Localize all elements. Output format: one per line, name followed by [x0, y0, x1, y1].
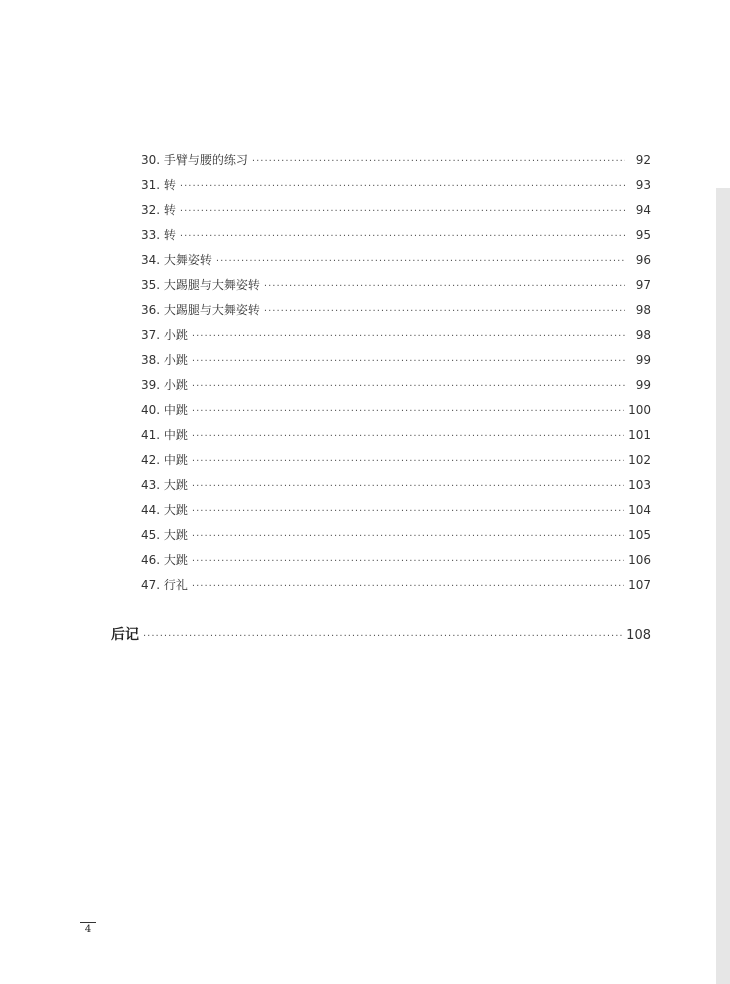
dot-leader: [192, 549, 624, 574]
afterword-page: 108: [626, 628, 651, 643]
toc-entry-title: 30. 手臂与腰的练习: [141, 153, 248, 167]
toc-entry-page: 106: [628, 553, 651, 567]
toc-entry-page: 92: [635, 153, 651, 167]
dot-leader: [192, 424, 624, 449]
toc-entry[interactable]: [141, 198, 651, 223]
toc-afterword: [111, 623, 651, 648]
dot-leader: [192, 474, 624, 499]
toc-entry-title: 34. 大舞姿转: [141, 253, 212, 267]
toc-entry-title: 41. 中跳: [141, 428, 188, 442]
toc-entry[interactable]: [141, 298, 651, 323]
page-edge-shade: [716, 188, 730, 984]
toc-entry[interactable]: [141, 148, 651, 173]
page-number: 4: [80, 922, 96, 937]
dot-leader: [180, 199, 625, 224]
toc-entry-title: 38. 小跳: [141, 353, 188, 367]
toc-entry-title: 35. 大踢腿与大舞姿转: [141, 278, 260, 292]
dot-leader: [180, 224, 625, 249]
toc-entry-page: 97: [635, 278, 651, 292]
toc-entry[interactable]: [141, 273, 651, 298]
dot-leader: [264, 274, 625, 299]
toc-entry-title: 47. 行礼: [141, 578, 188, 592]
toc-entry-page: 102: [628, 453, 651, 467]
toc-entry[interactable]: [141, 173, 651, 198]
toc-entry-page: 96: [635, 253, 651, 267]
dot-leader: [264, 299, 625, 324]
toc-entry-title: 42. 中跳: [141, 453, 188, 467]
toc-entry-page: 94: [635, 203, 651, 217]
dot-leader: [192, 374, 625, 399]
dot-leader: [252, 149, 625, 174]
dot-leader: [216, 249, 625, 274]
toc-entry[interactable]: [141, 373, 651, 398]
toc-entry[interactable]: [141, 348, 651, 373]
toc-entry-title: 39. 小跳: [141, 378, 188, 392]
dot-leader: [180, 174, 625, 199]
dot-leader: [143, 624, 622, 649]
toc-entry-page: 101: [628, 428, 651, 442]
dot-leader: [192, 324, 625, 349]
toc-entry-title: 40. 中跳: [141, 403, 188, 417]
toc-entry-page: 103: [628, 478, 651, 492]
dot-leader: [192, 499, 624, 524]
toc-entry-title: 45. 大跳: [141, 528, 188, 542]
toc-entry-page: 98: [635, 328, 651, 342]
dot-leader: [192, 349, 625, 374]
toc-entry-page: 100: [628, 403, 651, 417]
toc-entry-title: 32. 转: [141, 203, 176, 217]
toc-entry-title: 43. 大跳: [141, 478, 188, 492]
toc-entry[interactable]: [141, 423, 651, 448]
toc-entry[interactable]: [141, 473, 651, 498]
toc-entry-page: 95: [635, 228, 651, 242]
toc-entry-page: 98: [635, 303, 651, 317]
toc-entry[interactable]: [141, 323, 651, 348]
toc-entry-title: 36. 大踢腿与大舞姿转: [141, 303, 260, 317]
afterword-title: 后记: [111, 627, 139, 643]
toc-entry[interactable]: [141, 248, 651, 273]
toc-entry-page: 107: [628, 578, 651, 592]
toc-entry-title: 33. 转: [141, 228, 176, 242]
toc-entry-title: 37. 小跳: [141, 328, 188, 342]
toc-entry[interactable]: [141, 448, 651, 473]
toc-entry-page: 99: [635, 378, 651, 392]
toc-entry-title: 44. 大跳: [141, 503, 188, 517]
toc-entry-page: 99: [635, 353, 651, 367]
toc-entry[interactable]: [141, 573, 651, 598]
toc-entry[interactable]: [141, 498, 651, 523]
toc-entry[interactable]: [141, 223, 651, 248]
toc-entry[interactable]: [141, 523, 651, 548]
toc-entry[interactable]: [141, 548, 651, 573]
toc-entry-page: 104: [628, 503, 651, 517]
dot-leader: [192, 574, 624, 599]
toc-entry-page: 105: [628, 528, 651, 542]
dot-leader: [192, 449, 624, 474]
dot-leader: [192, 524, 624, 549]
toc-entry-title: 46. 大跳: [141, 553, 188, 567]
toc-entry-afterword[interactable]: [111, 623, 651, 648]
table-of-contents: [141, 148, 651, 598]
toc-entry-page: 93: [635, 178, 651, 192]
dot-leader: [192, 399, 624, 424]
toc-entry-title: 31. 转: [141, 178, 176, 192]
toc-entry[interactable]: [141, 398, 651, 423]
